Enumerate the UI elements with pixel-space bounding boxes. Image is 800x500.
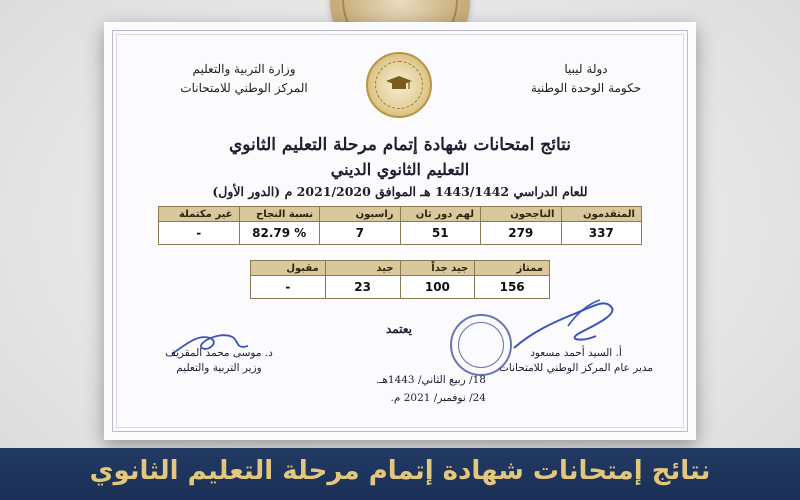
left-signer-title: وزير التربية والتعليم xyxy=(176,361,262,374)
header-cell-incomplete: غير مكتملة xyxy=(159,207,240,222)
right-signer-name: أ. السيد أحمد مسعود xyxy=(530,347,622,359)
header-ministry-line1: وزارة التربية والتعليم xyxy=(192,62,296,76)
statistics-header-row xyxy=(159,207,642,222)
exam-center-logo xyxy=(366,52,432,118)
header-cell-second-round: لهم دور ثان xyxy=(400,207,481,222)
date-gregorian: 24/ نوفمبر/ 2021 م. xyxy=(390,392,486,404)
value-cell-very-good: 100 xyxy=(400,276,475,299)
value-cell-passed: 279 xyxy=(481,222,562,245)
header-cell-good: جيد xyxy=(325,261,400,276)
header-cell-applicants: المتقدمون xyxy=(561,207,642,222)
value-cell-good: 23 xyxy=(325,276,400,299)
left-signature-block xyxy=(144,346,294,375)
header-ministry-line2: المركز الوطني للامتحانات xyxy=(180,80,308,95)
value-cell-applicants: 337 xyxy=(561,222,642,245)
header-state xyxy=(516,60,656,97)
value-cell-acceptable: - xyxy=(251,276,326,299)
bottom-banner-title: نتائج إمتحانات شهادة إتمام مرحلة التعليم الثانوي xyxy=(89,456,711,486)
value-cell-pass-rate: % 82.79 xyxy=(239,222,320,245)
graduation-cap-icon xyxy=(386,76,412,92)
results-certificate xyxy=(104,22,696,440)
right-signature-block xyxy=(496,346,656,375)
value-cell-excellent: 156 xyxy=(475,276,550,299)
header-cell-excellent: ممتاز xyxy=(475,261,550,276)
certificate-title: نتائج امتحانات شهادة إتمام مرحلة التعليم الثانوي xyxy=(228,135,572,155)
left-signer-name: د. موسى محمد المقريف xyxy=(165,347,273,359)
header-cell-pass-rate: نسبة النجاح xyxy=(239,207,320,222)
date-hijri: 18/ ربيع الثاني/ 1443هـ. xyxy=(375,374,486,386)
header-ministry xyxy=(159,60,329,97)
grades-value-row xyxy=(251,276,550,299)
session-line: (الدور الأول) للعام الدراسي 1443/1442 هـ الموافق 2021/2020 م xyxy=(212,184,588,199)
header-cell-passed: الناجحون xyxy=(481,207,562,222)
right-signature-scribble xyxy=(508,292,618,354)
value-cell-second-round: 51 xyxy=(400,222,481,245)
value-cell-failed: 7 xyxy=(320,222,401,245)
statistics-table xyxy=(158,206,642,245)
right-signer-title: مدير عام المركز الوطني للامتحانات xyxy=(499,361,653,374)
grades-header-row xyxy=(251,261,550,276)
approval-label: يعتمد xyxy=(386,322,412,336)
header-state-line2: حكومة الوحدة الوطنية xyxy=(530,80,642,95)
statistics-value-row xyxy=(159,222,642,245)
header-cell-very-good: جيد جداً xyxy=(400,261,475,276)
header-cell-acceptable: مقبول xyxy=(251,261,326,276)
header-state-line1: دولة ليبيا xyxy=(564,62,608,76)
header-cell-failed: راسبون xyxy=(320,207,401,222)
grades-table xyxy=(250,260,550,299)
value-cell-incomplete: - xyxy=(159,222,240,245)
certificate-subtitle: التعليم الثانوي الديني xyxy=(330,160,470,179)
